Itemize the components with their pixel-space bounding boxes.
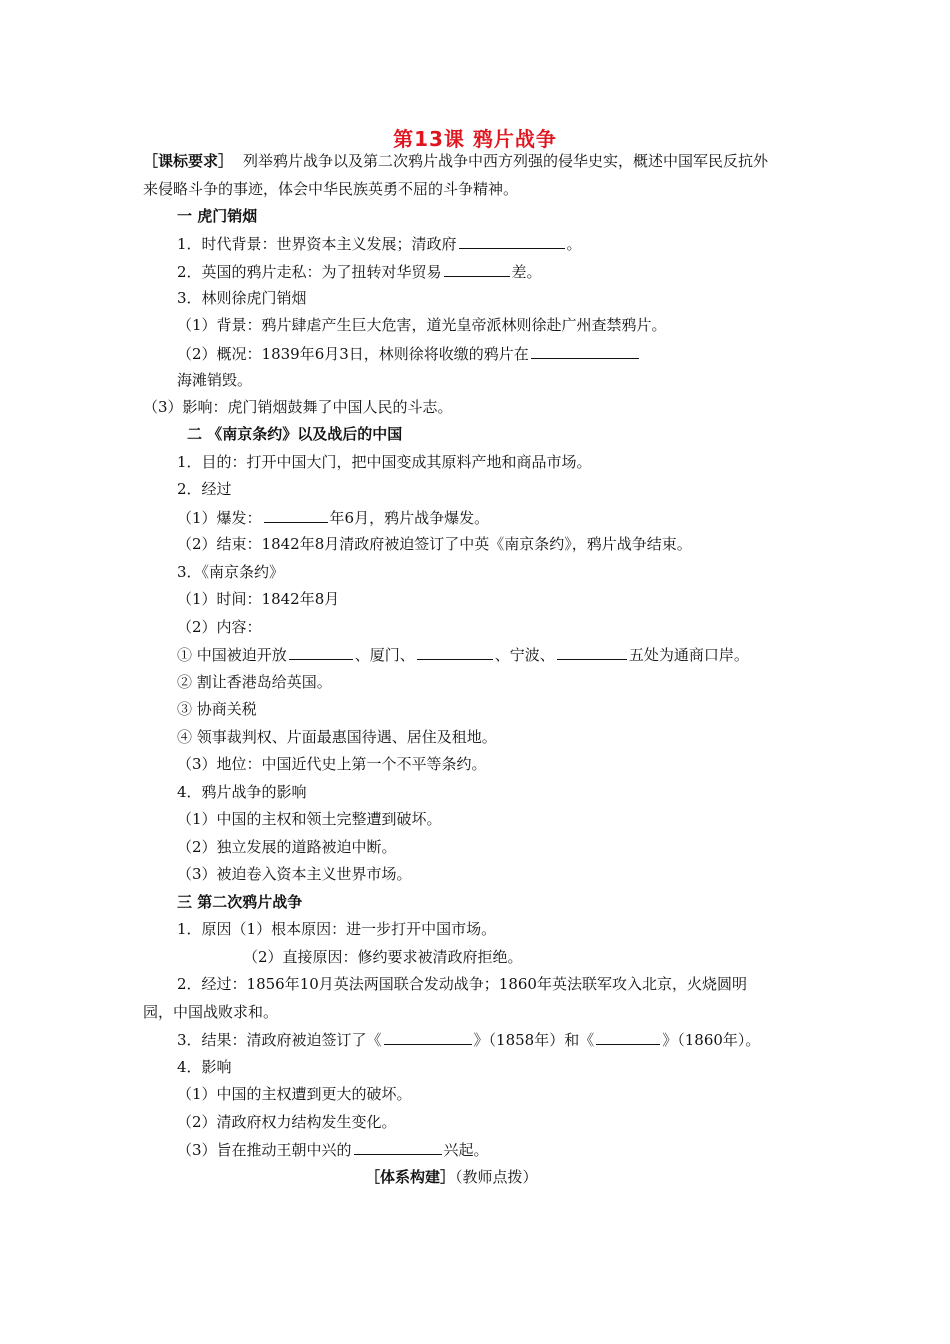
s2-item-8-end: 五处为通商口岸。 (628, 646, 749, 664)
s2-item-3-text: （1）爆发： (177, 509, 262, 527)
s2-item-2: 2．经过 (177, 480, 232, 498)
answer-blank[interactable] (444, 261, 510, 277)
answer-blank[interactable] (596, 1029, 660, 1045)
s2-item-6: （1）时间：1842年8月 (177, 590, 340, 608)
s2-item-3-end: 年6月，鸦片战争爆发。 (329, 509, 490, 527)
s1-item-3: 3．林则徐虎门销烟 (177, 289, 307, 307)
s2-item-8-mid-1: 、厦门、 (354, 646, 415, 664)
section-3-heading: 三 第二次鸦片战争 (177, 893, 303, 911)
s3-item-5-end: 》（1860年）。 (662, 1031, 761, 1049)
s2-item-14: （1）中国的主权和领土完整遭到破坏。 (177, 810, 442, 828)
section-2-heading: 二 《南京条约》以及战后的中国 (187, 425, 403, 443)
s2-item-15: （2）独立发展的道路被迫中断。 (177, 838, 397, 856)
system-construction-label: ［体系构建］ (365, 1168, 456, 1186)
answer-blank[interactable] (264, 507, 328, 523)
s2-item-7: （2）内容： (177, 618, 262, 636)
s3-item-9 (177, 1139, 489, 1160)
system-construction (365, 1167, 538, 1187)
s1-item-2-end: 差。 (511, 263, 542, 281)
standards-line-1 (143, 151, 768, 171)
s3-item-2: （2）直接原因：修约要求被清政府拒绝。 (243, 948, 523, 966)
s1-item-1-text: 1．时代背景：世界资本主义发展；清政府 (177, 235, 457, 253)
s2-item-10: ③ 协商关税 (177, 700, 257, 718)
answer-blank[interactable] (384, 1029, 472, 1045)
answer-blank[interactable] (459, 233, 565, 249)
s2-item-8-mid-2: 、宁波、 (494, 646, 555, 664)
standards-label: ［课标要求］ (143, 152, 234, 170)
teacher-note: （教师点拨） (455, 1168, 538, 1186)
s1-item-5-text: （2）概况：1839年6月3日，林则徐将收缴的鸦片在 (177, 345, 529, 363)
s2-item-9: ② 割让香港岛给英国。 (177, 673, 332, 691)
standards-text-1: 列举鸦片战争以及第二次鸦片战争中西方列强的侵华史实，概述中国军民反抗外 (243, 152, 769, 170)
section-1-heading: 一 虎门销烟 (177, 207, 258, 225)
s1-item-2-text: 2．英国的鸦片走私：为了扭转对华贸易 (177, 263, 442, 281)
s3-item-5-text: 3．结果：清政府被迫签订了《 (177, 1031, 382, 1049)
answer-blank[interactable] (289, 644, 353, 660)
answer-blank[interactable] (354, 1139, 442, 1155)
s3-item-8: （2）清政府权力结构发生变化。 (177, 1113, 397, 1131)
s2-item-8 (177, 644, 749, 665)
s3-item-3: 2．经过：1856年10月英法两国联合发动战争；1860年英法联军攻入北京，火烧圆明 (177, 975, 747, 993)
s2-item-4: （2）结束：1842年8月清政府被迫签订了中英《南京条约》，鸦片战争结束。 (177, 535, 692, 553)
answer-blank[interactable] (557, 644, 627, 660)
s2-item-11: ④ 领事裁判权、片面最惠国待遇、居住及租地。 (177, 728, 497, 746)
s3-item-6: 4．影响 (177, 1058, 232, 1076)
s2-item-5: 3．《南京条约》 (177, 563, 285, 581)
s2-item-8-text: ① 中国被迫开放 (177, 646, 287, 664)
answer-blank[interactable] (531, 343, 639, 359)
s2-item-13: 4．鸦片战争的影响 (177, 783, 307, 801)
s3-item-5 (177, 1029, 760, 1050)
s3-item-9-text: （3）旨在推动王朝中兴的 (177, 1141, 352, 1159)
s3-item-5-mid: 》（1858年）和《 (473, 1031, 595, 1049)
s2-item-3 (177, 507, 489, 528)
s1-item-1-end: 。 (566, 235, 582, 253)
s3-item-1: 1．原因（1）根本原因：进一步打开中国市场。 (177, 920, 497, 938)
s1-item-1 (177, 233, 582, 254)
s3-item-9-end: 兴起。 (443, 1141, 489, 1159)
s2-item-16: （3）被迫卷入资本主义世界市场。 (177, 865, 412, 883)
standards-text-2: 来侵略斗争的事迹，体会中华民族英勇不屈的斗争精神。 (143, 180, 519, 198)
s3-item-7: （1）中国的主权遭到更大的破坏。 (177, 1085, 412, 1103)
s2-item-1: 1．目的：打开中国大门，把中国变成其原料产地和商品市场。 (177, 453, 592, 471)
s1-item-5-cont: 海滩销毁。 (177, 371, 253, 389)
answer-blank[interactable] (417, 644, 493, 660)
s1-item-2 (177, 261, 542, 282)
s1-item-4: （1）背景：鸦片肆虐产生巨大危害，道光皇帝派林则徐赴广州查禁鸦片。 (177, 316, 667, 334)
s2-item-12: （3）地位：中国近代史上第一个不平等条约。 (177, 755, 487, 773)
lesson-title: 第13课 鸦片战争 (393, 127, 557, 151)
s1-item-5 (177, 343, 641, 364)
s1-item-6: （3）影响：虎门销烟鼓舞了中国人民的斗志。 (143, 398, 453, 416)
s3-item-4: 园，中国战败求和。 (143, 1003, 279, 1021)
